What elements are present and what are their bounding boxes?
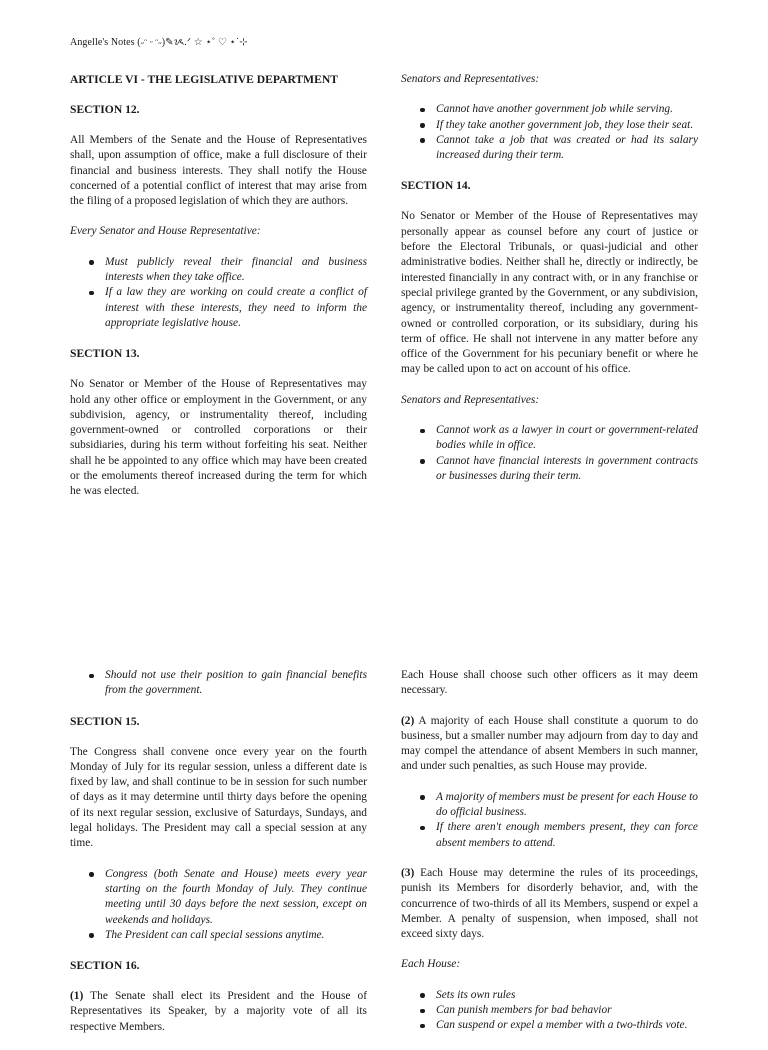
section-16-heading: SECTION 16. bbox=[70, 959, 140, 973]
list-item: If there aren't enough members present, they can force absent members to attend. bbox=[436, 820, 698, 851]
section-12-lead: Every Senator and House Representative: bbox=[70, 225, 261, 238]
section-14-heading: SECTION 14. bbox=[401, 179, 471, 193]
list-item: Cannot work as a lawyer in court or government-related bodies while in office. bbox=[436, 423, 698, 454]
section-14-notes bbox=[401, 423, 698, 484]
section-15-heading: SECTION 15. bbox=[70, 714, 140, 728]
paragraph-number: (1) bbox=[70, 990, 84, 1003]
right-column bbox=[401, 72, 698, 499]
section-15-text: The Congress shall convene once every year on the fourth Monday of July for its regular session, unless a different date is fixed by law, and shall continue to be in session for such number of days as it may determine until thirty days before the opening of its next regular session, exclusive of Saturdays, Sundays, and legal holidays. The President may call a special session at any time. bbox=[70, 745, 367, 850]
paragraph-text: Each House may determine the rules of its proceedings, punish its Members for disorderly behavior, and, with the concurrence of two-thirds of all its Members, suspend or expel a Member. A penalty of suspension, when imposed, shall not exceed sixty days. bbox=[401, 866, 698, 941]
list-item: Can punish members for bad behavior bbox=[436, 1003, 698, 1018]
list-item: Congress (both Senate and House) meets every year starting on the fourth Monday of July. They continue meeting until 30 days before the next session, except on weekends and holidays. bbox=[105, 867, 367, 928]
list-item: Cannot have another government job while serving. bbox=[436, 102, 698, 117]
right-column bbox=[401, 668, 698, 1049]
list-item: The President can call special sessions anytime. bbox=[105, 928, 367, 943]
document-page-2 bbox=[0, 640, 768, 1033]
section-12-heading: SECTION 12. bbox=[70, 103, 140, 116]
section-13-notes bbox=[401, 102, 698, 163]
list-item: Sets its own rules bbox=[436, 988, 698, 1003]
list-item: Must publicly reveal their financial and business interests when they take office. bbox=[105, 255, 367, 286]
section-16-paragraph-3 bbox=[401, 866, 698, 942]
article-title: ARTICLE VI - THE LEGISLATIVE DEPARTMENT bbox=[70, 73, 338, 86]
section-16-paragraph-1 bbox=[70, 989, 367, 1035]
section-13-heading: SECTION 13. bbox=[70, 347, 140, 361]
section-14-notes-continued bbox=[70, 668, 367, 699]
paragraph-text: A majority of each House shall constitute a quorum to do business, but a smaller number may adjourn from day to day and may compel the attendance of absent Members in such manner, and under such penalties, as such House may provide. bbox=[401, 714, 699, 773]
left-column bbox=[70, 668, 367, 1050]
section-16-paragraph-3-lead: Each House: bbox=[401, 958, 461, 971]
list-item: A majority of members must be present for each House to do official business. bbox=[436, 790, 698, 821]
list-item: Should not use their position to gain financial benefits from the government. bbox=[105, 668, 367, 699]
section-12-notes bbox=[70, 255, 367, 331]
list-item: If they take another government job, they lose their seat. bbox=[436, 118, 698, 133]
section-15-notes bbox=[70, 867, 367, 943]
paragraph-number: (3) bbox=[401, 866, 415, 879]
paragraph-text: The Senate shall elect its President and the House of Representatives its Speaker, by a majority vote of all its respective Members. bbox=[70, 990, 367, 1033]
section-12-text: All Members of the Senate and the House of Representatives shall, upon assumption of office, make a full disclosure of their financial and business interests. They shall notify the House concerned of a potential conflict of interest that may arise from the filing of a proposed legislation of which they are authors. bbox=[70, 134, 367, 208]
section-14-lead: Senators and Representatives: bbox=[401, 393, 540, 406]
section-16-paragraph-3-notes bbox=[401, 988, 698, 1034]
list-item: Can suspend or expel a member with a two-thirds vote. bbox=[436, 1018, 698, 1033]
section-13-text: No Senator or Member of the House of Representatives may hold any other office or employment in the Government, or any subdivision, agency, or instrumentality thereof, including government-owned or controlled corporations or their subsidiaries, during his term without forfeiting his seat. Neither shall he be appointed to any office which may have been created or the emoluments thereof increased during the term for which he was elected. bbox=[70, 378, 367, 498]
page-header: Angelle's Notes (˶ᵔ ᵕ ᵔ˶)✎ᝰ.ᐟ ☆ ⋆˚ ♡ ⋆˙⊹ bbox=[70, 37, 248, 48]
section-16-paragraph-2 bbox=[401, 714, 698, 775]
paragraph-number: (2) bbox=[401, 714, 415, 727]
section-13-lead: Senators and Representatives: bbox=[401, 73, 540, 85]
list-item: If a law they are working on could create a conflict of interest with these interests, they need to inform the appropriate legislative house. bbox=[105, 285, 367, 331]
list-item: Cannot have financial interests in government contracts or businesses during their term. bbox=[436, 454, 698, 485]
left-column bbox=[70, 72, 367, 515]
section-16-paragraph-2-notes bbox=[401, 790, 698, 851]
section-16-paragraph-1-continued: Each House shall choose such other officers as it may deem necessary. bbox=[401, 669, 698, 697]
list-item: Cannot take a job that was created or had its salary increased during their term. bbox=[436, 133, 698, 164]
section-14-text: No Senator or Member of the House of Representatives may personally appear as counsel before any court of justice or before the Electoral Tribunals, or quasi-judicial and other administrative bodies. Neither shall he, directly or indirectly, be interested financially in any contract with, or in any franchise or special privilege granted by the Government, or any subdivision, agency, or instrumentality thereof, including any government-owned or controlled corporation, or its subsidiary, during his term of office. He shall not intervene in any matter before any office of the Government for his pecuniary benefit or where he may be called upon to act on account of his office. bbox=[401, 210, 698, 376]
